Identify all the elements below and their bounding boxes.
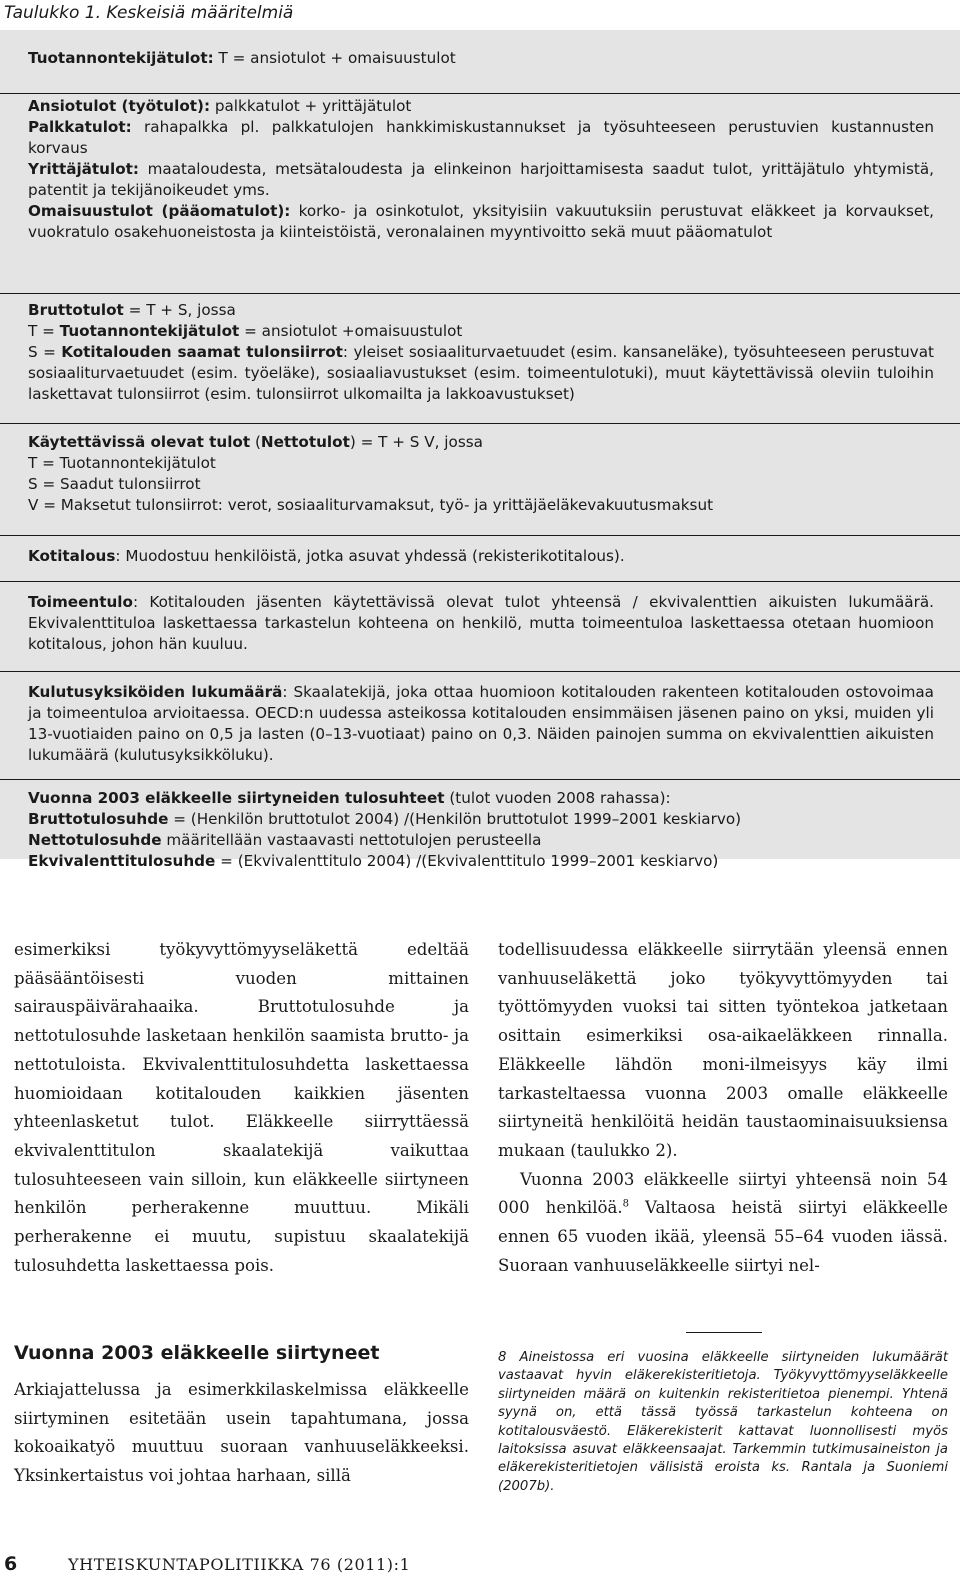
term-label: Nettotulosuhde xyxy=(28,831,162,849)
table-line xyxy=(28,682,934,766)
term-definition: = (Henkilön bruttotulot 2004) /(Henkilön bruttotulot 1999–2001 keskiarvo) xyxy=(168,810,742,828)
table-line xyxy=(28,321,934,342)
footnote-ref[interactable]: 8 xyxy=(622,1198,630,1210)
table-section-income-ratios xyxy=(0,780,960,870)
term-label: Kotitalouden saamat tulonsiirrot xyxy=(61,343,343,361)
term-punct: ( xyxy=(250,433,261,451)
table-section-disposable-income xyxy=(0,424,960,536)
footnote-divider xyxy=(686,1332,762,1333)
table-section-gross-income xyxy=(0,294,960,424)
term-definition: ) = T + S V, jossa xyxy=(349,433,483,451)
term-definition: maataloudesta, metsätaloudesta ja elinkeinon harjoittamisesta saadut tulot, yrittäjätulo yhtymistä, patentit ja tekijänoikeudet yms. xyxy=(28,160,934,199)
table-caption: Taulukko 1. Keskeisiä määritelmiä xyxy=(4,3,294,23)
table-line xyxy=(28,830,934,851)
table-line xyxy=(28,48,934,69)
term-definition: : Skaalatekijä, joka ottaa huomioon kotitalouden rakenteen kotitalouden ostovoimaa ja toimeentuloa arvioitaessa. OECD:n uudessa asteikossa kotitalouden ensimmäisen jäsenen paino on yksi, muiden yli 13-vuotiaiden paino on 0,5 ja lasten (0–13-vuotiaat) paino on 0,3. Näiden painojen summa on ekvivalenttien aikuisten lukumäärä (kulutusyksikköluku). xyxy=(28,683,934,764)
table-section-factor-income xyxy=(0,48,960,94)
table-section-consumption-units xyxy=(0,672,960,780)
table-line xyxy=(28,788,934,809)
term-definition: = T + S, jossa xyxy=(123,301,236,319)
term-label: Vuonna 2003 eläkkeelle siirtyneiden tulosuhteet xyxy=(28,789,445,807)
term-label: Kotitalous xyxy=(28,547,116,565)
term-definition: korko- ja osinkotulot, yksityisiin vakuutuksiin perustuvat eläkkeet ja korvaukset, vuokratulo osakehuoneistosta ja kiinteistöistä, veronalainen myyntivoitto sekä muut pääomatulot xyxy=(28,202,934,241)
section-heading: Vuonna 2003 eläkkeelle siirtyneet xyxy=(14,1342,380,1364)
term-definition: = (Ekvivalenttitulo 2004) /(Ekvivalenttitulo 1999–2001 keskiarvo) xyxy=(215,852,719,870)
table-line xyxy=(28,96,934,117)
table-section-livelihood xyxy=(0,582,960,672)
term-label: Toimeentulo xyxy=(28,593,133,611)
table-line: S = Saadut tulonsiirrot xyxy=(28,475,201,493)
page-footer xyxy=(0,1549,960,1583)
term-label: Bruttotulosuhde xyxy=(28,810,169,828)
right-column xyxy=(498,936,948,1280)
page-number: 6 xyxy=(4,1553,18,1575)
term-label: Omaisuustulot (pääomatulot): xyxy=(28,202,291,220)
term-label: Tuotannontekijätulot: xyxy=(28,49,214,67)
body-paragraph: todellisuudessa eläkkeelle siirrytään yleensä ennen vanhuuseläkettä joko työkyvyttömyyden tai työttömyyden vuoksi tai sitten työntekoa jatketaan osittain esimerkiksi osa-aikaeläkkeen rinnalla. Eläkkeelle lähdön moni-ilmeisyys käy ilmi tarkasteltaessa vuonna 2003 omalle eläkkeelle siirtyneitä henkilöitä heidän taustaominaisuuksiensa mukaan (taulukko 2). xyxy=(498,940,948,1160)
term-label: Ekvivalenttitulosuhde xyxy=(28,852,216,870)
term-label: Nettotulot xyxy=(260,433,350,451)
term-label: Bruttotulot xyxy=(28,301,124,319)
table-line: T = Tuotannontekijätulot xyxy=(28,454,216,472)
table-line xyxy=(28,117,934,159)
term-prefix: S = xyxy=(28,343,62,361)
table-section-household xyxy=(0,536,960,582)
term-definition: rahapalkka pl. palkkatulojen hankkimiskustannukset ja työsuhteeseen perustuvien kustannusten korvaus xyxy=(28,118,934,157)
journal-name: YHTEISKUNTAPOLITIIKKA 76 (2011):1 xyxy=(68,1555,411,1574)
left-column-paragraph-1 xyxy=(14,936,469,1280)
body-text: Vuonna 2003 eläkkeelle siirtyi yhteensä noin 54 000 henkilöä. xyxy=(498,1169,948,1218)
term-label: Käytettävissä olevat tulot xyxy=(28,433,251,451)
term-definition: : yleiset sosiaaliturvaetuudet (esim. kansaneläke), työsuhteeseen perustuvat sosiaaliturvaetuudet (esim. työeläke), sosiaaliavustukset (esim. toimeentulotuki), muut käytettävissä oleviin tuloihin laskettavat tulonsiirrot (esim. tulonsiirrot ulkomailta ja lakkoavustukset) xyxy=(28,343,934,403)
table-line xyxy=(28,159,934,201)
body-text: Valtaosa heistä siirtyi eläkkeelle ennen 65 vuoden ikää, yleensä 55–64 vuoden iässä. Suoraan vanhuuseläkkeelle siirtyi nel- xyxy=(498,1198,948,1275)
term-label: Ansiotulot (työtulot): xyxy=(28,97,211,115)
body-paragraph: Arkiajattelussa ja esimerkkilaskelmissa eläkkeelle siirtyminen esitetään usein tapahtumana, jossa kokoaikatyö muuttuu suoraan vanhuuseläkkeeksi. Yksinkertaistus voi johtaa harhaan, sillä xyxy=(14,1380,469,1486)
table-line xyxy=(28,592,934,655)
table-line xyxy=(28,201,934,243)
term-definition: : Muodostuu henkilöistä, jotka asuvat yhdessä (rekisterikotitalous). xyxy=(115,547,625,565)
table-line: V = Maksetut tulonsiirrot: verot, sosiaaliturvamaksut, työ- ja yrittäjäeläkevakuutusmaksut xyxy=(28,496,714,514)
term-definition: T = ansiotulot + omaisuustulot xyxy=(213,49,456,67)
term-label: Yrittäjätulot: xyxy=(28,160,139,178)
table-section-earned-income xyxy=(0,94,960,294)
table-line xyxy=(28,342,934,405)
table-line xyxy=(28,809,934,830)
term-definition: palkkatulot + yrittäjätulot xyxy=(210,97,412,115)
body-paragraph: esimerkiksi työkyvyttömyyseläkettä edeltää pääsääntöisesti vuoden mittainen sairauspäivärahaaika. Bruttotulosuhde ja nettotulosuhde lasketaan henkilön saamista brutto- ja nettotuloista. Ekvivalenttitulosuhdetta laskettaessa huomioidaan kotitalouden kaikkien jäsenten yhteenlasketut tulot. Eläkkeelle siirryttäessä ekvivalenttitulon skaalatekijä vaikuttaa tulosuhteeseen vain silloin, kun eläkkeelle siirtyneen henkilön perherakenne muuttuu. Mikäli perherakenne ei muutu, supistuu skaalatekijä tulosuhdetta laskettaessa pois. xyxy=(14,940,469,1275)
left-column-paragraph-2 xyxy=(14,1376,469,1491)
term-label: Palkkatulot: xyxy=(28,118,132,136)
table-line xyxy=(28,851,934,872)
body-paragraph xyxy=(498,1166,948,1281)
term-label: Kulutusyksiköiden lukumäärä xyxy=(28,683,283,701)
term-label: Tuotannontekijätulot xyxy=(59,322,240,340)
term-definition: : Kotitalouden jäsenten käytettävissä olevat tulot yhteensä / ekvivalenttien aikuisten lukumäärä. Ekvivalenttituloa laskettaessa tarkastelun kohteena on henkilö, mutta toimeentuloa laskettaessa otetaan huomioon kotitalous, johon hän kuuluu. xyxy=(28,593,934,653)
footnote-8: 8 Aineistossa eri vuosina eläkkeelle siirtyneiden lukumäärät vastaavat hyvin eläkerekisteritietoja. Työkyvyttömyyseläkkeelle siirtyneiden määrä on kuitenkin rekisteritietoa pienempi. Yhtenä syynä on, että tässä työssä tarkastelun kohteena on kotitalousväestö. Eläkerekisterit kattavat luonnollisesti myös laitoksissa asuvat eläkkeensaajat. Tarkemmin tutkimusaineiston ja eläkerekisteritietojen välisistä eroista ks. Rantala ja Suoniemi (2007b). xyxy=(498,1350,948,1494)
term-definition: määritellään vastaavasti nettotulojen perusteella xyxy=(161,831,542,849)
term-definition: (tulot vuoden 2008 rahassa): xyxy=(444,789,671,807)
table-line xyxy=(28,546,934,567)
term-prefix: T = xyxy=(28,322,60,340)
definitions-table xyxy=(0,30,960,870)
term-definition: = ansiotulot +omaisuustulot xyxy=(239,322,463,340)
table-line xyxy=(28,300,934,321)
table-line xyxy=(28,432,934,453)
